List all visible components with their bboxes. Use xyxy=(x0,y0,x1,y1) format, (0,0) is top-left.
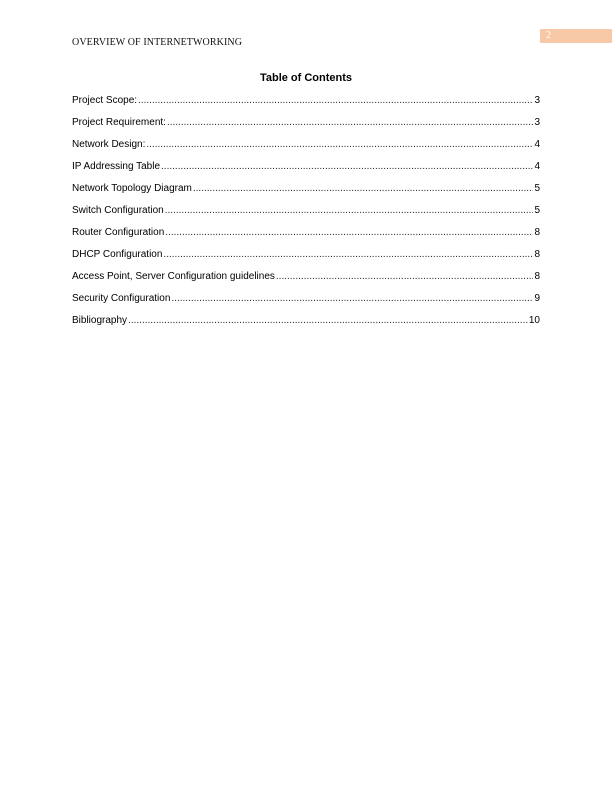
toc-entry[interactable] xyxy=(72,314,540,336)
dot-leader xyxy=(165,204,534,218)
dot-leader xyxy=(138,94,533,108)
toc-entry-page: 8 xyxy=(534,227,540,238)
toc-entry[interactable] xyxy=(72,116,540,138)
toc-entry[interactable] xyxy=(72,270,540,292)
toc-entry[interactable] xyxy=(72,182,540,204)
dot-leader xyxy=(163,248,533,262)
toc-entry[interactable] xyxy=(72,138,540,160)
toc-entry-page: 8 xyxy=(534,271,540,282)
dot-leader xyxy=(276,270,534,284)
toc-entry[interactable] xyxy=(72,160,540,182)
toc-entry-page: 8 xyxy=(534,249,540,260)
page-number-box xyxy=(540,29,612,43)
toc-heading: Table of Contents xyxy=(259,72,353,84)
toc-entry-page: 9 xyxy=(534,293,540,304)
running-head: OVERVIEW OF INTERNETWORKING xyxy=(72,37,243,48)
toc-entry-title: Network Design: xyxy=(72,139,146,150)
page-number: 2 xyxy=(546,30,551,41)
toc-entry-title: Access Point, Server Configuration guidelines xyxy=(72,271,275,282)
toc-entry-title: Switch Configuration xyxy=(72,205,164,216)
toc-entry-title: IP Addressing Table xyxy=(72,161,161,172)
toc-entry-title: Security Configuration xyxy=(72,293,171,304)
toc-entry-page: 3 xyxy=(534,117,540,128)
dot-leader xyxy=(128,314,528,328)
dot-leader xyxy=(146,138,533,152)
dot-leader xyxy=(165,226,533,240)
dot-leader xyxy=(161,160,533,174)
toc-entry-page: 4 xyxy=(534,161,540,172)
toc-entry-title: Network Topology Diagram xyxy=(72,183,192,194)
toc-entry-title: Router Configuration xyxy=(72,227,165,238)
toc-entry[interactable] xyxy=(72,292,540,314)
dot-leader xyxy=(171,292,533,306)
toc-entry-title: Bibliography xyxy=(72,315,128,326)
toc-entry-page: 5 xyxy=(534,205,540,216)
toc-entry-page: 5 xyxy=(534,183,540,194)
toc-entry-title: DHCP Configuration xyxy=(72,249,163,260)
dot-leader xyxy=(167,116,534,130)
toc-entry-page: 4 xyxy=(534,139,540,150)
toc-entry-page: 3 xyxy=(534,95,540,106)
toc-entry[interactable] xyxy=(72,248,540,270)
dot-leader xyxy=(193,182,534,196)
table-of-contents xyxy=(72,94,540,336)
toc-entry[interactable] xyxy=(72,94,540,116)
toc-entry-page: 10 xyxy=(528,315,540,326)
toc-entry[interactable] xyxy=(72,226,540,248)
toc-entry-title: Project Requirement: xyxy=(72,117,166,128)
toc-entry[interactable] xyxy=(72,204,540,226)
toc-entry-title: Project Scope: xyxy=(72,95,138,106)
